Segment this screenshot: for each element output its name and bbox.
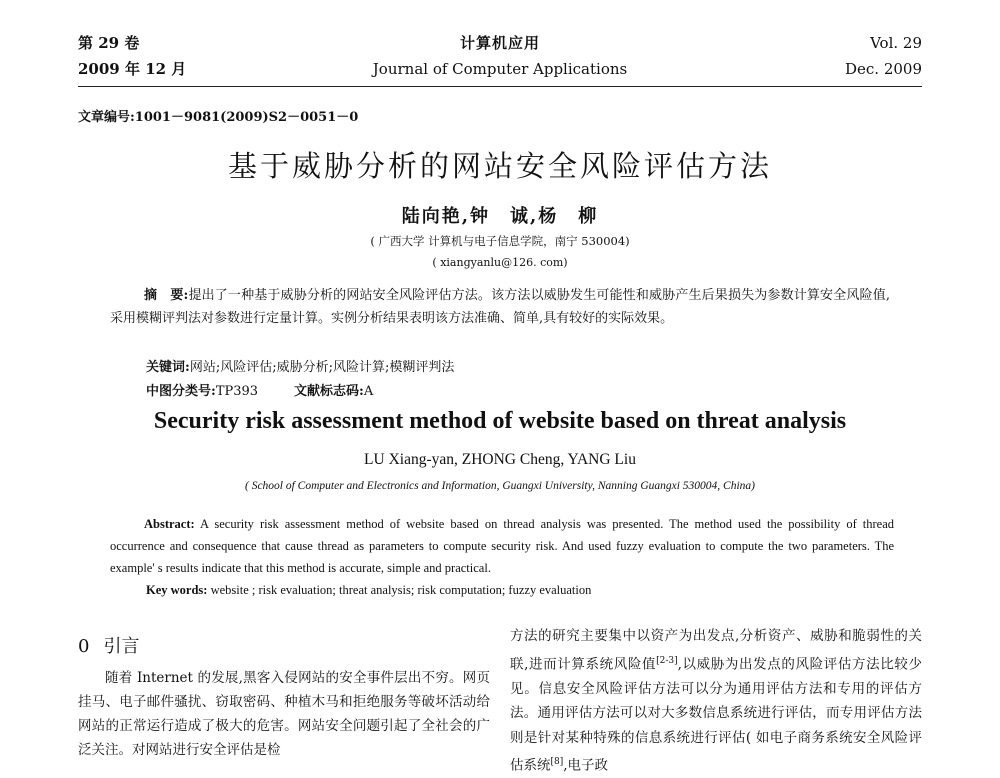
authors-cn: 陆向艳,钟 诚,杨 柳 xyxy=(401,206,599,227)
abstract-en-text: A security risk assessment method of website based on thread analysis was presented. The method used the possibility of thread occurrence and consequence that cause thread as parameters to compute security risk. And used fuzzy evaluation to compute the two parameters. The example' s results indicate that this method is accurate, simple and practical. xyxy=(110,517,895,575)
affiliation-en: ( School of Computer and Electronics and Information, Guangxi University, Nanning Guangxi 530004, China) xyxy=(244,480,755,492)
keywords-en-label: Key words: xyxy=(146,583,208,597)
section-title: 引言 xyxy=(103,636,140,657)
header-date-cn: 2009 年 12 月 xyxy=(78,60,187,78)
keywords-cn-label: 关键词: xyxy=(146,360,190,375)
affiliation-cn: ( 广西大学 计算机与电子信息学院，南宁 530004) xyxy=(370,234,630,248)
journal-name-cn: 计算机应用 xyxy=(459,34,540,52)
header-divider xyxy=(78,86,922,87)
keywords-en xyxy=(146,583,591,598)
journal-name-en: Journal of Computer Applications xyxy=(372,60,628,78)
abstract-en xyxy=(110,513,894,579)
body-paragraph: 随着 Internet 的发展,黑客入侵网站的安全事件层出不穷。网页挂马、电子邮件骚扰、窃取密码、种植木马和拒绝服务等破坏活动给网站的正常运行造成了极大的危害。网站安全问题引起了全社会的广泛关注。对网站进行安全评估是检 xyxy=(78,670,490,758)
abstract-en-label: Abstract: xyxy=(144,517,195,531)
header-right xyxy=(845,30,922,82)
abstract-cn-text: 提出了一种基于威胁分析的网站安全风险评估方法。该方法以威胁发生可能性和威胁产生后果损失为参数计算安全风险值,采用模糊评判法对参数进行定量计算。实例分析结果表明该方法准确、简单,具有较好的实际效果。 xyxy=(110,288,890,326)
keywords-cn xyxy=(146,356,454,375)
body-column-right xyxy=(510,624,922,778)
citation-ref: [2-3] xyxy=(656,655,678,666)
body-paragraph-right xyxy=(510,624,922,778)
abstract-cn-label: 摘 要: xyxy=(144,288,189,303)
classification xyxy=(146,380,373,399)
abstract-cn xyxy=(110,284,890,330)
body-right-part1: 方法的研究主要集中以资产为出发点,分析资产、威胁和脆弱性的关联,进而计算系统风险值 xyxy=(510,628,922,672)
section-heading xyxy=(78,632,139,658)
section-number: 0 xyxy=(78,636,90,657)
body-right-part2: ,以威胁为出发点的风险评估方法比较少见。信息安全风险评估方法可以分为通用评估方法和专用的评估方法。通用评估方法可以对大多数信息系统进行评估，而专用评估方法则是针对某种特殊的信息系统进行评估( 如电子商务系统安全风险评估系统 xyxy=(510,656,922,774)
title-en: Security risk assessment method of website based on threat analysis xyxy=(153,408,847,434)
clc-value: TP393 xyxy=(215,384,259,399)
article-number: 文章编号:1001－9081(2009)S2－0051－0 xyxy=(78,110,359,125)
citation-ref: [8] xyxy=(550,757,564,767)
author-email: ( xiangyanlu@126. com) xyxy=(432,256,568,269)
authors-en: LU Xiang-yan, ZHONG Cheng, YANG Liu xyxy=(364,451,636,468)
body-right-part3: ,电子政 xyxy=(563,757,609,774)
keywords-cn-text: 网站;风险评估;威胁分析;风险计算;模糊评判法 xyxy=(189,360,455,375)
header-volume-cn: 第 29 卷 xyxy=(78,34,140,52)
keywords-en-text: website ; risk evaluation; threat analysis; risk computation; fuzzy evaluation xyxy=(210,583,592,597)
title-cn: 基于威胁分析的网站安全风险评估方法 xyxy=(227,149,772,183)
doc-code-label: 文献标志码: xyxy=(294,384,364,399)
header-date-en: Dec. 2009 xyxy=(844,60,922,78)
header-volume-en: Vol. 29 xyxy=(870,34,922,52)
body-column-left xyxy=(78,666,490,762)
doc-code-value: A xyxy=(363,384,374,399)
clc-label: 中图分类号: xyxy=(146,384,216,399)
